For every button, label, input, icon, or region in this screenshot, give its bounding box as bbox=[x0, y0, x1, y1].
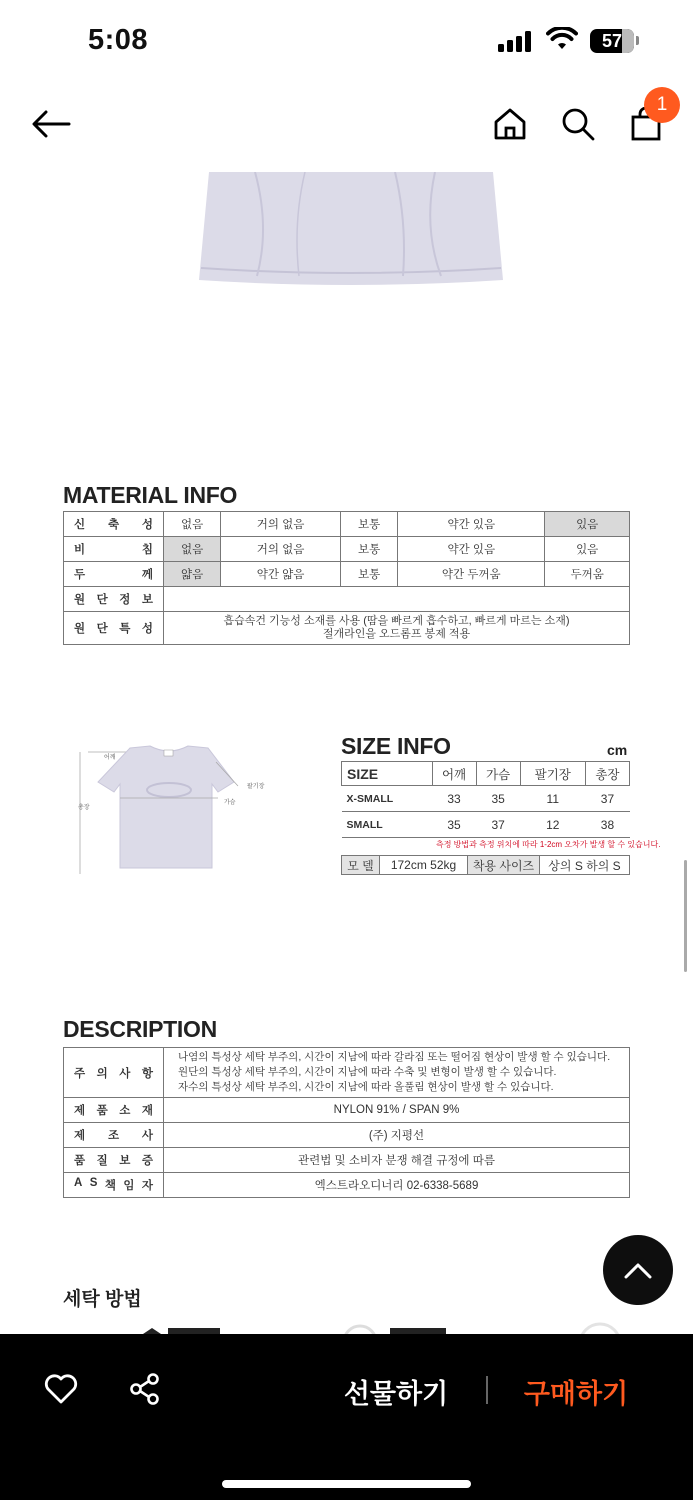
column-header: 가슴 bbox=[476, 762, 520, 786]
back-button[interactable] bbox=[28, 104, 74, 144]
product-image bbox=[195, 172, 507, 292]
size-name: SMALL bbox=[342, 812, 433, 838]
battery-icon bbox=[590, 29, 634, 53]
table-row bbox=[64, 1098, 630, 1123]
table-row bbox=[64, 1148, 630, 1173]
signal-icon bbox=[498, 30, 536, 52]
size-unit: cm bbox=[607, 742, 628, 758]
option-cell: 두꺼움 bbox=[545, 562, 630, 587]
cart-count-badge: 1 bbox=[644, 87, 680, 123]
caution-line: 자수의 특성상 세탁 부주의, 시간이 지남에 따라 올풀림 현상이 발생 할 수 있습니다. bbox=[178, 1081, 554, 1093]
option-cell: 약간 두꺼움 bbox=[398, 562, 545, 587]
search-button[interactable] bbox=[558, 104, 598, 144]
table-row bbox=[64, 1048, 630, 1098]
table-row bbox=[64, 512, 630, 537]
size-value: 35 bbox=[476, 786, 520, 812]
option-cell: 보통 bbox=[341, 537, 398, 562]
row-label: 품 질 보 증 bbox=[64, 1148, 164, 1173]
row-label: 주 의 사 항 bbox=[64, 1048, 164, 1098]
table-row bbox=[64, 1173, 630, 1198]
table-row bbox=[64, 537, 630, 562]
as-contact-value: 엑스트라오디너리 02-6338-5689 bbox=[164, 1173, 630, 1198]
size-value: 37 bbox=[585, 786, 629, 812]
battery-cap bbox=[636, 36, 639, 45]
wifi-icon bbox=[546, 27, 578, 51]
share-icon bbox=[128, 1372, 162, 1406]
scrollbar[interactable] bbox=[684, 860, 687, 972]
home-icon bbox=[493, 107, 527, 141]
manufacturer-value: (주) 지평선 bbox=[164, 1123, 630, 1148]
row-label: 원 단 정 보 bbox=[64, 587, 164, 612]
fabric-feature-value bbox=[164, 612, 630, 645]
home-indicator bbox=[222, 1480, 471, 1488]
diagram-label-shoulder: 어깨 bbox=[104, 755, 116, 761]
battery-level: 57 bbox=[601, 31, 623, 51]
scroll-to-top-button[interactable] bbox=[603, 1235, 673, 1305]
column-header: 총장 bbox=[585, 762, 629, 786]
fabric-feature-line: 절개라인을 오드롬프 봉제 적용 bbox=[322, 628, 471, 640]
option-cell: 보통 bbox=[341, 512, 398, 537]
share-button[interactable] bbox=[126, 1370, 164, 1408]
table-row bbox=[342, 856, 630, 875]
gift-button[interactable]: 선물하기 bbox=[334, 1371, 458, 1411]
option-cell: 거의 없음 bbox=[221, 537, 341, 562]
row-label: 제 조 사 bbox=[64, 1123, 164, 1148]
size-value: 37 bbox=[476, 812, 520, 838]
size-info-title: SIZE INFO bbox=[341, 733, 451, 759]
option-cell-selected: 있음 bbox=[545, 512, 630, 537]
diagram-label-chest: 가슴 bbox=[224, 800, 236, 806]
buy-button[interactable]: 구매하기 bbox=[514, 1371, 638, 1411]
fabric-info-value bbox=[164, 587, 630, 612]
size-value: 11 bbox=[520, 786, 585, 812]
option-cell: 없음 bbox=[164, 512, 221, 537]
diagram-label-sleeve: 팔기장 bbox=[247, 784, 265, 790]
description-table bbox=[63, 1047, 630, 1198]
search-icon bbox=[560, 106, 596, 142]
material-info-table bbox=[63, 511, 630, 645]
column-header: 팔기장 bbox=[520, 762, 585, 786]
model-info-table bbox=[341, 855, 630, 875]
bottom-action-bar bbox=[0, 1334, 693, 1500]
status-time: 5:08 bbox=[88, 24, 149, 56]
fit-value: 상의 S 하의 S bbox=[540, 856, 630, 875]
size-value: 33 bbox=[432, 786, 476, 812]
option-cell: 약간 있음 bbox=[398, 512, 545, 537]
option-cell: 있음 bbox=[545, 537, 630, 562]
model-value: 172cm 52kg bbox=[380, 856, 468, 875]
column-header: SIZE bbox=[342, 762, 433, 786]
table-row bbox=[64, 562, 630, 587]
table-header-row bbox=[342, 762, 630, 786]
home-button[interactable] bbox=[490, 104, 530, 144]
fit-label: 착용 사이즈 bbox=[468, 856, 540, 875]
option-cell: 거의 없음 bbox=[221, 512, 341, 537]
warranty-value: 관련법 및 소비자 분쟁 해결 규정에 따름 bbox=[164, 1148, 630, 1173]
diagram-label-length: 총장 bbox=[78, 805, 90, 811]
row-label: A S 책 임 자 bbox=[64, 1173, 164, 1198]
size-value: 38 bbox=[585, 812, 629, 838]
fabric-feature-line: 흡습속건 기능성 소재를 사용 (땀을 빠르게 흡수하고, 빠르게 마르는 소재) bbox=[223, 615, 570, 627]
row-label: 제 품 소 재 bbox=[64, 1098, 164, 1123]
option-cell-selected: 얇음 bbox=[164, 562, 221, 587]
row-label: 원 단 특 성 bbox=[64, 612, 164, 645]
back-arrow-icon bbox=[31, 109, 71, 139]
material-info-title: MATERIAL INFO bbox=[63, 482, 238, 508]
option-cell: 약간 얇음 bbox=[221, 562, 341, 587]
chevron-up-icon bbox=[623, 1260, 653, 1280]
model-label: 모 델 bbox=[342, 856, 380, 875]
option-cell: 보통 bbox=[341, 562, 398, 587]
table-row bbox=[342, 812, 630, 838]
table-row bbox=[64, 612, 630, 645]
row-label: 신 축 성 bbox=[64, 512, 164, 537]
size-value: 12 bbox=[520, 812, 585, 838]
washing-title: 세탁 방법 bbox=[63, 1289, 142, 1310]
size-table bbox=[341, 761, 630, 838]
caution-line: 나염의 특성상 세탁 부주의, 시간이 지남에 따라 갈라짐 또는 떨어짐 현상이 발생 할 수 있습니다. bbox=[178, 1051, 611, 1063]
column-header: 어깨 bbox=[432, 762, 476, 786]
size-value: 35 bbox=[432, 812, 476, 838]
status-bar bbox=[0, 0, 693, 80]
table-row bbox=[342, 786, 630, 812]
option-cell: 약간 있음 bbox=[398, 537, 545, 562]
size-diagram bbox=[78, 742, 268, 877]
size-name: X-SMALL bbox=[342, 786, 433, 812]
row-label: 두 께 bbox=[64, 562, 164, 587]
size-measurement-note: 측정 방법과 측정 위치에 따라 1-2cm 오차가 발생 할 수 있습니다. bbox=[436, 840, 661, 849]
row-label: 비 침 bbox=[64, 537, 164, 562]
table-row bbox=[64, 587, 630, 612]
divider bbox=[486, 1376, 488, 1404]
option-cell-selected: 없음 bbox=[164, 537, 221, 562]
caution-line: 원단의 특성상 세탁 부주의, 시간이 지남에 따라 수축 및 변형이 발생 할 수 있습니다. bbox=[178, 1066, 557, 1078]
wishlist-button[interactable] bbox=[42, 1370, 80, 1408]
top-navigation bbox=[0, 90, 693, 160]
description-title: DESCRIPTION bbox=[63, 1016, 217, 1042]
heart-icon bbox=[44, 1374, 78, 1404]
table-row bbox=[64, 1123, 630, 1148]
material-value: NYLON 91% / SPAN 9% bbox=[164, 1098, 630, 1123]
caution-text bbox=[164, 1048, 630, 1098]
